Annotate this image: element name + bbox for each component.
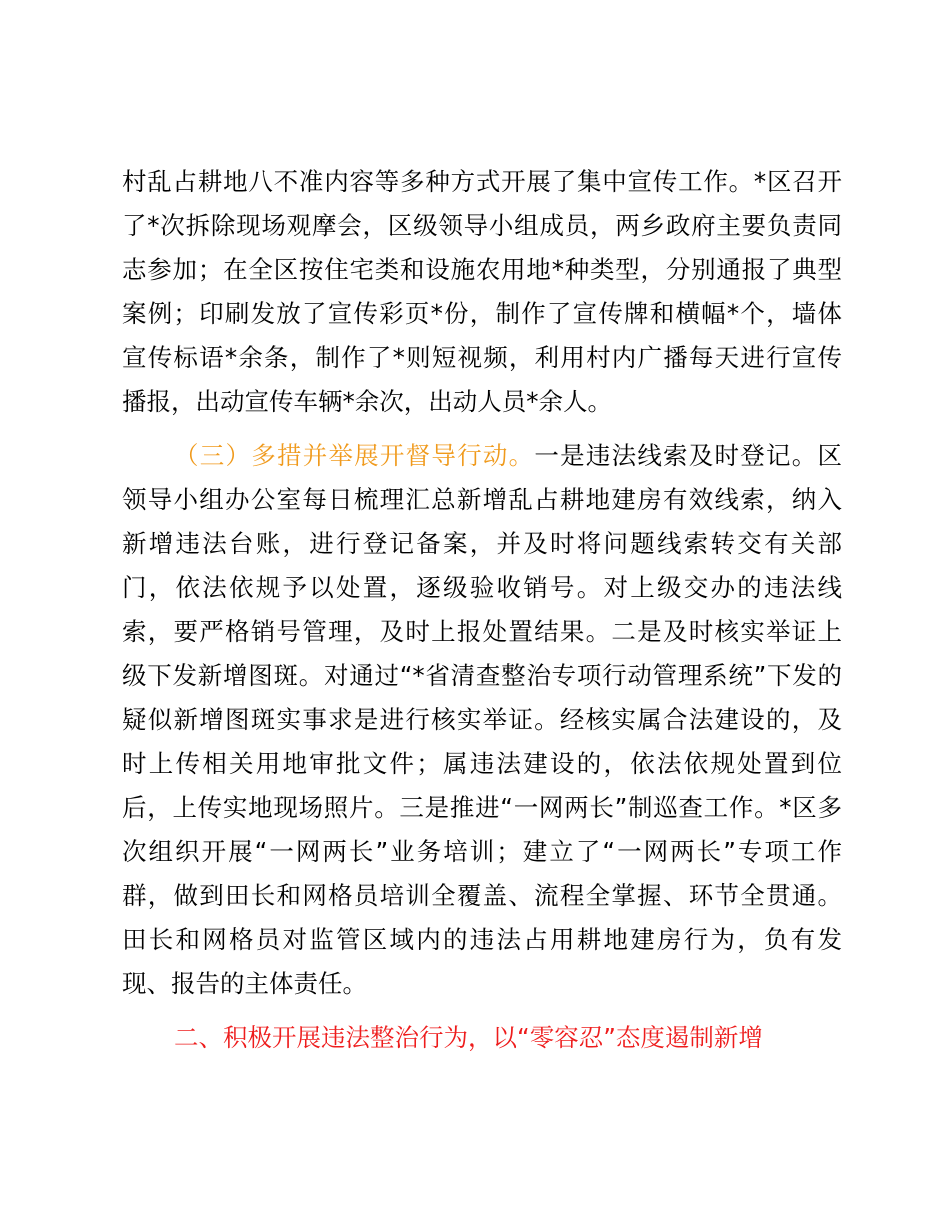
- section-heading-2: 二、积极开展违法整治行为，以“零容忍”态度遏制新增: [174, 1023, 763, 1052]
- section-first-line: [122, 434, 842, 478]
- paragraph-line: 案例；印刷发放了宣传彩页*份，制作了宣传牌和横幅*个，墙体: [122, 299, 842, 328]
- paragraph-line: 村乱占耕地八不准内容等多种方式开展了集中宣传工作。*区召开: [122, 167, 842, 196]
- paragraph-line: 后，上传实地现场照片。三是推进“一网两长”制巡查工作。*区多: [122, 793, 842, 822]
- paragraph-line: 现、报告的主体责任。: [122, 969, 367, 998]
- paragraph-line: 新增违法台账，进行登记备案，并及时将问题线索转交有关部: [122, 529, 842, 558]
- paragraph-line: 志参加；在全区按住宅类和设施农用地*种类型，分别通报了典型: [122, 255, 842, 284]
- paragraph-line: 级下发新增图斑。对通过“*省清查整治专项行动管理系统”下发的: [122, 661, 842, 690]
- paragraph-line: 疑似新增图斑实事求是进行核实举证。经核实属合法建设的，及: [122, 705, 842, 734]
- paragraph-line: 田长和网格员对监管区域内的违法占用耕地建房行为，负有发: [122, 925, 842, 954]
- paragraph-line: 群，做到田长和网格员培训全覆盖、流程全掌握、环节全贯通。: [122, 881, 842, 910]
- document-body: [122, 160, 842, 1060]
- paragraph-line: 索，要严格销号管理，及时上报处置结果。二是及时核实举证上: [122, 617, 842, 646]
- paragraph-line: 宣传标语*余条，制作了*则短视频，利用村内广播每天进行宣传: [122, 343, 842, 372]
- paragraph-line: 了*次拆除现场观摩会，区级领导小组成员，两乡政府主要负责同: [122, 211, 842, 240]
- paragraph-publicity: [122, 160, 842, 424]
- paragraph-line: 领导小组办公室每日梳理汇总新增乱占耕地建房有效线索，纳入: [122, 485, 842, 514]
- paragraph-line: 次组织开展“一网两长”业务培训；建立了“一网两长”专项工作: [122, 837, 842, 866]
- paragraph-line: 时上传相关用地审批文件；属违法建设的，依法依规处置到位: [122, 749, 842, 778]
- paragraph-supervision: [122, 434, 842, 1006]
- section-title: （三）多措并举展开督导行动。: [174, 441, 535, 470]
- paragraph-line: 门，依法依规予以处置，逐级验收销号。对上级交办的违法线: [122, 573, 842, 602]
- section-first-line-text: 一是违法线索及时登记。区: [534, 441, 842, 470]
- paragraph-line: 播报，出动宣传车辆*余次，出动人员*余人。: [122, 387, 612, 416]
